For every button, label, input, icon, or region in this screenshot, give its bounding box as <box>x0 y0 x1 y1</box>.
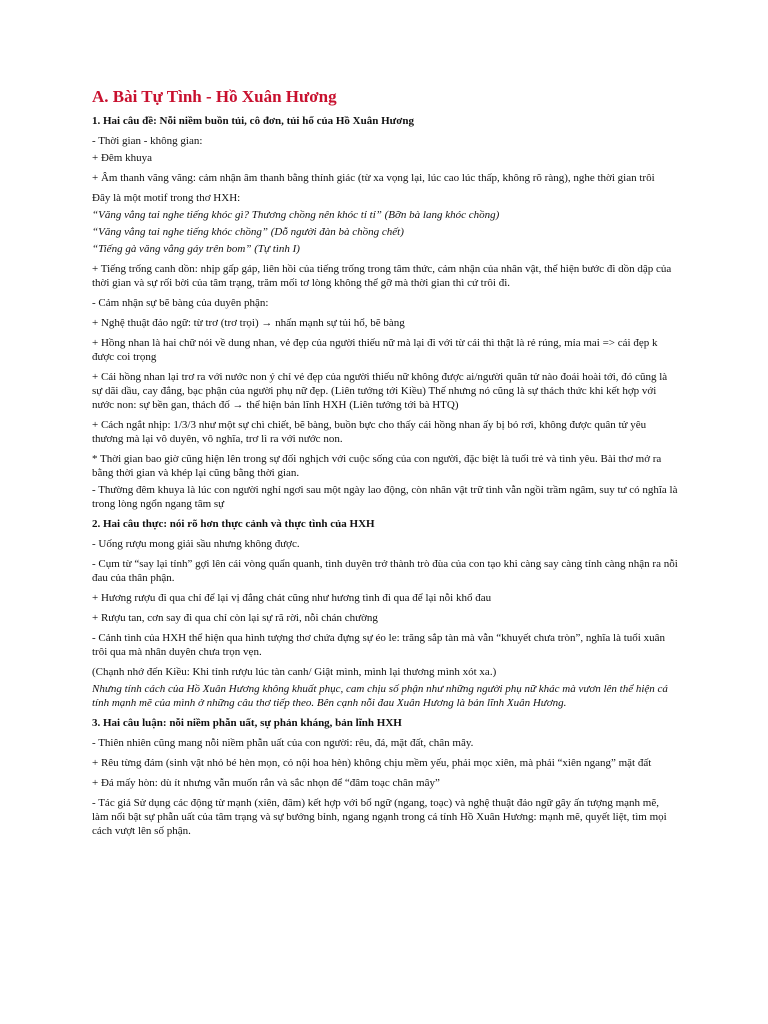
document-page <box>92 86 678 844</box>
paragraph: + Đêm khuya <box>92 152 152 164</box>
paragraph: + Tiếng trống canh dồn: nhịp gấp gáp, liên hồi của tiếng trống trong tâm thức, cảm nhận của nhân vật, thể hiện bước đi dồn dập của thời gian và sự rối bời của tâm trạng, trăm mối tơ lòng không thể gỡ mà thời gian thì cứ trôi đi. <box>92 263 672 289</box>
paragraph: - Tác giả Sử dụng các động từ mạnh (xiên, đâm) kết hợp với bổ ngữ (ngang, toạc) và nghệ thuật đảo ngữ gây ấn tượng mạnh mẽ, làm nổi bật sự phẫn uất của tâm trạng và sự bướng bỉnh, ngang ngạnh trong cá tính Hồ Xuân Hương: mạnh mẽ, quyết liệt, tìm mọi cách vượt lên số phận. <box>92 797 667 837</box>
paragraph: Đây là một motif trong thơ HXH: <box>92 192 241 204</box>
paragraph: + Cách ngắt nhịp: 1/3/3 như một sự chì chiết, bẽ bàng, buồn bực cho thấy cái hồng nhan ấy bị bỏ rơi, không được quân tử yêu thương mà lại vô duyên, vô nghĩa, trơ lì ra với nước non. <box>92 419 647 445</box>
paragraph: - Thiên nhiên cũng mang nỗi niềm phẫn uất của con người: rêu, đá, mặt đất, chân mây. <box>92 737 474 749</box>
section-heading-3: 3. Hai câu luận: nỗi niềm phẫn uất, sự phản kháng, bản lĩnh HXH <box>92 717 402 729</box>
paragraph: - Thường đêm khuya là lúc con người nghỉ ngơi sau một ngày lao động, còn nhân vật trữ tình vẫn ngồi trầm ngâm, suy tư có nghĩa là trong lòng ngổn ngang tâm sự <box>92 484 678 510</box>
document-title: A. Bài Tự Tình - Hồ Xuân Hương <box>92 87 337 106</box>
paragraph: + Hồng nhan là hai chữ nói về dung nhan, vẻ đẹp của người thiếu nữ mà lại đi với từ cái thì thật là rẻ rúng, mỉa mai => cái đẹp k được coi trọng <box>92 337 658 363</box>
paragraph: (Chạnh nhớ đến Kiều: Khi tỉnh rượu lúc tàn canh/ Giật mình, mình lại thương mình xót xa.) <box>92 666 497 678</box>
paragraph: + Rêu từng đám (sinh vật nhỏ bé hèn mọn, cỏ nội hoa hèn) không chịu mềm yếu, phải mọc xiên, mà phải “xiên ngang” mặt đất <box>92 757 652 769</box>
paragraph: Nhưng tính cách của Hồ Xuân Hương không khuất phục, cam chịu số phận như những người phụ nữ khác mà vươn lên thể hiện cá tính mạnh mẽ của mình ở những câu thơ tiếp theo. Bên cạnh nỗi đau Xuân Hương là bản lĩnh Xuân Hương. <box>92 683 668 709</box>
paragraph: + Rượu tan, cơn say đi qua chỉ còn lại sự rã rời, nỗi chán chường <box>92 612 378 624</box>
quote-line: “Tiếng gà văng vẳng gáy trên bom” (Tự tình I) <box>92 243 300 255</box>
paragraph: + Đá mấy hòn: dù ít nhưng vẫn muốn rắn và sắc nhọn để “đâm toạc chân mây” <box>92 777 440 789</box>
paragraph: - Cảnh tình của HXH thể hiện qua hình tượng thơ chứa đựng sự éo le: trăng sắp tàn mà vẫn “khuyết chưa tròn”, nghĩa là tuổi xuân trôi qua mà nhân duyên chưa trọn vẹn. <box>92 632 665 658</box>
section-heading-2: 2. Hai câu thực: nói rõ hơn thực cảnh và thực tình của HXH <box>92 518 375 530</box>
paragraph: - Cảm nhận sự bẽ bàng của duyên phận: <box>92 297 269 309</box>
paragraph: - Thời gian - không gian: <box>92 135 203 147</box>
paragraph: + Âm thanh vãng vãng: cảm nhận âm thanh bằng thính giác (từ xa vọng lại, lúc cao lúc thấp, không rõ ràng), nghe thời gian trôi <box>92 172 655 184</box>
quote-line: “Văng vẳng tai nghe tiếng khóc gì? Thương chồng nên khóc tỉ tỉ” (Bỡn bà lang khóc chồng) <box>92 209 500 221</box>
quote-line: “Văng vẳng tai nghe tiếng khóc chồng” (Dỗ người đàn bà chồng chết) <box>92 226 404 238</box>
paragraph: - Cụm từ “say lại tỉnh” gợi lên cái vòng quẩn quanh, tình duyên trở thành trò đùa của con tạo khi càng say càng tỉnh càng nhận ra nỗi đau của thân phận. <box>92 558 678 584</box>
paragraph: + Cái hồng nhan lại trơ ra với nước non ý chỉ vẻ đẹp của người thiếu nữ không được ai/người quân tử nào đoái hoài tới, đó cũng là sự dãi dầu, cay đắng, bạc phận của người phụ nữ đẹp. (Liên tưởng tới Kiều) Thế nhưng nó cũng là sự thách thức khi kết hợp với nước non: sự bền gan, thách đố → thể hiện bản lĩnh HXH (Liên tưởng tới bà HTQ) <box>92 371 668 411</box>
paragraph: - Uống rượu mong giải sầu nhưng không được. <box>92 538 300 550</box>
paragraph: + Hương rượu đi qua chỉ để lại vị đắng chát cũng như hương tình đi qua để lại nỗi khổ đau <box>92 592 492 604</box>
paragraph: + Nghệ thuật đảo ngữ: từ trơ (trơ trọi) → nhấn mạnh sự tủi hổ, bẽ bàng <box>92 317 405 329</box>
section-heading-1: 1. Hai câu đề: Nỗi niềm buồn tủi, cô đơn, tủi hổ của Hồ Xuân Hương <box>92 115 414 127</box>
paragraph: * Thời gian bao giờ cũng hiện lên trong sự đối nghịch với cuộc sống của con người, đặc biệt là tuổi trẻ và tình yêu. Bài thơ mở ra bằng thời gian và khép lại cũng bằng thời gian. <box>92 453 662 479</box>
